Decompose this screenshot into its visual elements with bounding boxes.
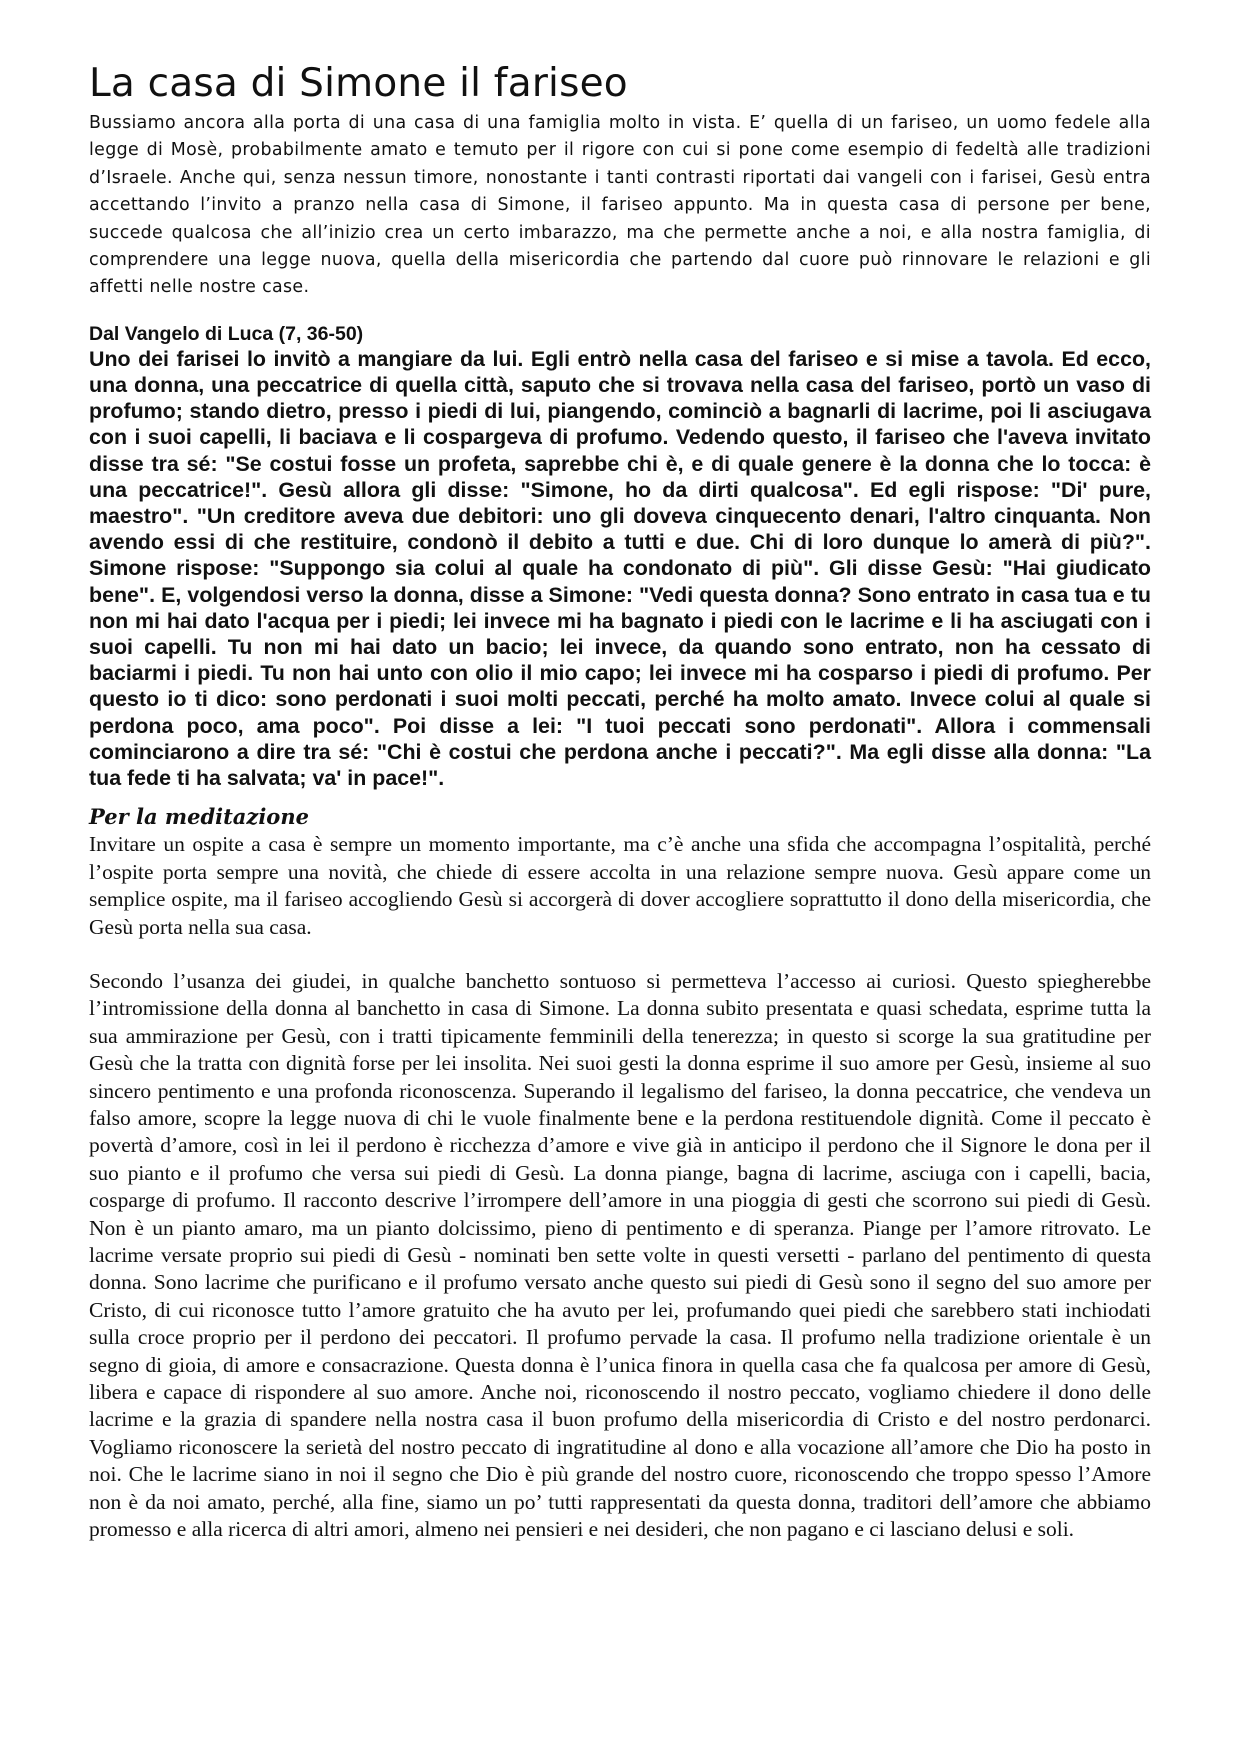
gospel-reference: Dal Vangelo di Luca (7, 36-50) bbox=[89, 322, 364, 345]
intro-paragraph: Bussiamo ancora alla porta di una casa di una famiglia molto in vista. E’ quella di un fariseo, un uomo fedele alla legge di Mosè, probabilmente amato e temuto per il rigore con cui si pone come esempio di fedeltà alle tradizioni d’Israele. Anche qui, senza nessun timore, nonostante i tanti contrasti riportati dai vangeli con i farisei, Gesù entra accettando l’invito a pranzo nella casa di Simone, il fariseo appunto. Ma in questa casa di persone per bene, succede qualcosa che all’inizio crea un certo imbarazzo, ma che permette anche a noi, e alla nostra famiglia, di comprendere una legge nuova, quella della misericordia che partendo dal cuore può rinnovare le relazioni e gli affetti nelle nostre case. bbox=[89, 113, 1151, 298]
gospel-text: Uno dei farisei lo invitò a mangiare da lui. Egli entrò nella casa del fariseo e si mise a tavola. Ed ecco, una donna, una peccatrice di quella città, saputo che si trovava nella casa del fariseo, portò un vaso di profumo; stando dietro, presso i piedi di lui, piangendo, cominciò a bagnarli di lacrime, poi li asciugava con i suoi capelli, li baciava e li cospargeva di profumo. Vedendo questo, il fariseo che l'aveva invitato disse tra sé: "Se costui fosse un profeta, saprebbe chi è, e di quale genere è la donna che lo tocca: è una peccatrice!". Gesù allora gli disse: "Simone, ho da dirti qualcosa". Ed egli rispose: "Di' pure, maestro". "Un creditore aveva due debitori: uno gli doveva cinquecento denari, l'altro cinquanta. Non avendo essi di che restituire, condonò il debito a tutti e due. Chi di loro dunque lo amerà di più?". Simone rispose: "Suppongo sia colui al quale ha condonato di più". Gli disse Gesù: "Hai giudicato bene". E, volgendosi verso la donna, disse a Simone: "Vedi questa donna? Sono entrato in casa tua e tu non mi hai dato l'acqua per i piedi; lei invece mi ha bagnato i piedi con le lacrime e li ha asciugati con i suoi capelli. Tu non mi hai dato un bacio; lei invece, da quando sono entrato, non ha cessato di baciarmi i piedi. Tu non hai unto con olio il mio capo; lei invece mi ha cosparso i piedi di profumo. Per questo io ti dico: sono perdonati i suoi molti peccati, perché ha molto amato. Invece colui al quale si perdona poco, ama poco". Poi disse a lei: "I tuoi peccati sono perdonati". Allora i commensali cominciarono a dire tra sé: "Chi è costui che perdona anche i peccati?". Ma egli disse alla donna: "La tua fede ti ha salvata; va' in pace!". bbox=[89, 346, 1151, 791]
meditation-paragraph: Invitare un ospite a casa è sempre un momento importante, ma c’è anche una sfida che accompagna l’ospitalità, perché l’ospite porta sempre una novità, che chiede di essere accolta in una relazione sempre nuova. Gesù appare come un semplice ospite, ma il fariseo accogliendo Gesù si accorgerà di dover accogliere soprattutto il dono della misericordia, che Gesù porta nella sua casa. bbox=[89, 832, 1151, 939]
document-page bbox=[89, 60, 1151, 1543]
meditation-heading: Per la meditazione bbox=[89, 804, 309, 830]
meditation-paragraph: Secondo l’usanza dei giudei, in qualche banchetto sontuoso si permetteva l’accesso ai curiosi. Questo spiegherebbe l’intromissione della donna al banchetto in casa di Simone. La donna subito presentata e quasi schedata, esprime tutta la sua ammirazione per Gesù, con i tratti tipicamente femminili della tenerezza; in questo si scorge la sua gratitudine per Gesù che la tratta con dignità forse per lei insolita. Nei suoi gesti la donna esprime il suo amore per Gesù, insieme al suo sincero pentimento e una profonda riconoscenza. Superando il legalismo del fariseo, la donna peccatrice, che vendeva un falso amore, scopre la legge nuova di chi le vuole finalmente bene e la perdona restituendole dignità. Come il peccato è povertà d’amore, così in lei il perdono è ricchezza d’amore e vive già in anticipo il perdono che il Signore le dona per il suo pianto e il profumo che versa sui piedi di Gesù. La donna piange, bagna di lacrime, asciuga con i capelli, bacia, cosparge di profumo. Il racconto descrive l’irrompere dell’amore in una pioggia di gesti che scorrono sui piedi di Gesù. Non è un pianto amaro, ma un pianto dolcissimo, pieno di pentimento e di speranza. Piange per l’amore ritrovato. Le lacrime versate proprio sui piedi di Gesù - nominati ben sette volte in questi versetti - parlano del pentimento di questa donna. Sono lacrime che purificano e il profumo versato anche questo sui piedi di Gesù sono il segno del suo amore per Cristo, di cui riconosce tutto l’amore gratuito che ha avuto per lei, profumando quei piedi che sarebbero stati inchiodati sulla croce proprio per il perdono dei peccatori. Il profumo pervade la casa. Il profumo nella tradizione orientale è un segno di gioia, di amore e consacrazione. Questa donna è l’unica finora in quella casa che fa qualcosa per amore di Gesù, libera e capace di rispondere al suo amore. Anche noi, riconoscendo il nostro peccato, vogliamo chiedere il dono delle lacrime e la grazia di spandere nella nostra casa il buon profumo della misericordia di Cristo e del nostro perdonarci. Vogliamo riconoscere la serietà del nostro peccato di ingratitudine al dono e alla vocazione all’amore che Dio ha posto in noi. Che le lacrime siano in noi il segno che Dio è più grande del nostro cuore, riconoscendo che troppo spesso l’Amore non è da noi amato, perché, alla fine, siamo un po’ tutti rappresentati da questa donna, traditori dell’amore che abbiamo promesso e alla ricerca di altri amori, almeno nei pensieri e nei desideri, che non pagano e ci lasciano delusi e soli. bbox=[89, 968, 1151, 1542]
page-title: La casa di Simone il fariseo bbox=[89, 61, 628, 106]
